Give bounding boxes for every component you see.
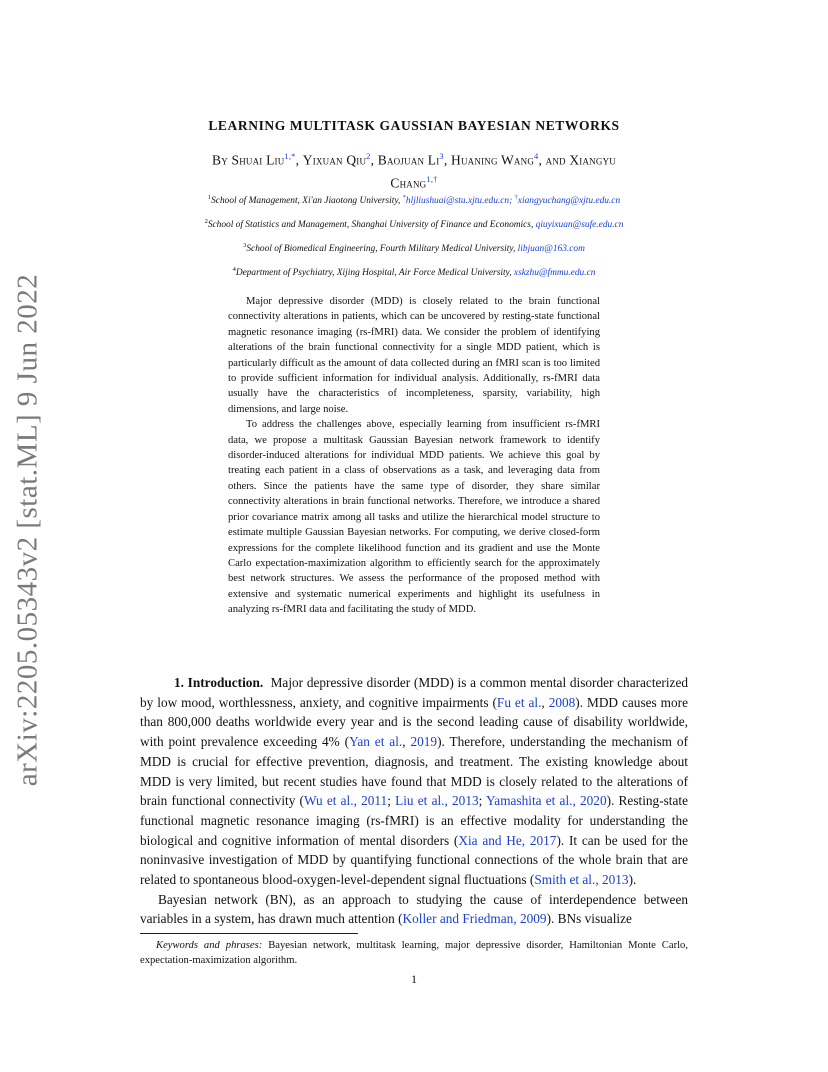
- arxiv-stamp: [4, 273, 52, 787]
- keywords-footnote: [140, 938, 688, 969]
- author-5-sup[interactable]: 1,†: [426, 173, 438, 184]
- section-heading: 1. Introduction.: [174, 675, 264, 690]
- email-link-4[interactable]: libjuan@163.com: [517, 244, 585, 255]
- citation-separator: ;: [478, 793, 487, 809]
- citation-link[interactable]: Fu et al.: [496, 694, 542, 710]
- abstract-paragraph-1: Major depressive disorder (MDD) is closely related to the brain functional connectivity alterations in patients, which can be uncovered by resting-state functional magnetic resonance imaging (rs-fMRI) data. We consider the problem of identifying alterations of the brain functional connectivity for a single MDD patient, which is particularly difficult as the amount of data collected during an fMRI scan is too limited to provide sufficient information for individual analysis. Additionally, rs-fMRI data usually have the characteristics of incompleteness, sparsity, variability, high dimensions, and large noise.: [228, 296, 600, 415]
- affiliation-2-num: 2: [204, 218, 208, 225]
- intro-text: ). BNs visualize: [546, 911, 632, 927]
- citation-link[interactable]: Wu et al., 2011: [303, 793, 388, 809]
- intro-text: ). MDD causes more than 800,000 deaths worldwide every year and is the second leading cause of disability worldwide, with point prevalence exceeding 4% (: [140, 694, 688, 750]
- affiliation-4: [140, 266, 688, 278]
- email-link-2[interactable]: xiangyuchang@xjtu.edu.cn: [517, 196, 621, 207]
- page-number: 1: [411, 972, 417, 986]
- affiliation-3: [140, 242, 688, 254]
- author-5-last: Chang: [390, 175, 427, 190]
- email-link-3[interactable]: qiuyixuan@sufe.edu.cn: [535, 220, 624, 231]
- author-3-sup[interactable]: 3: [439, 151, 444, 161]
- intro-text: ). Therefore, understanding the mechanism of MDD is crucial for effective prevention, diagnosis, and treatment. The existing knowledge about MDD is very limited, but recent studies have found that MDD is closely related to the alterations of brain functional connectivity (: [140, 734, 689, 809]
- abstract-paragraph-2: To address the challenges above, especially learning from insufficient rs-fMRI data, we propose a multitask Gaussian Bayesian network framework to identify disorder-induced alterations for individual MDD patients. We achieve this goal by treating each patient in a class of observations as a task, and leveraging data from others. Since the patients have the same type of disorder, they share similar connectivity alterations in brain functional networks. Therefore, we introduce a shared prior covariance matrix among all tasks and utilize the hierarchical model structure to estimate multiple Gaussian Bayesian networks. For computing, we derive closed-form expressions for the complete likelihood function and its gradient and use the Monte Carlo expectation-maximization algorithm to efficiently search for the approximately best network structures. We assess the performance of the proposed method with extensive and systematic numerical experiments and highlight its usefulness in analyzing rs-fMRI data and facilitating the study of MDD.: [228, 419, 600, 616]
- affiliation-1: [140, 194, 688, 206]
- introduction-section: [140, 673, 688, 929]
- citation-link[interactable]: Yan et al.: [349, 734, 403, 750]
- intro-text: Bayesian network (BN), as an approach to studying the cause of interdependence between variables in a system, has drawn much attention (: [140, 891, 688, 927]
- citation-link[interactable]: Yamashita et al., 2020: [486, 793, 607, 809]
- affiliation-4-num: 4: [232, 266, 236, 273]
- keywords-text: Bayesian network, multitask learning, major depressive disorder, Hamiltonian Monte Carlo, expectation-maximization algorithm.: [140, 940, 688, 967]
- author-3: Baojuan Li: [377, 152, 440, 168]
- arxiv-stamp-text: arXiv:2205.05343v2 [stat.ML] 9 Jun 2022: [11, 273, 44, 787]
- citation-separator: ;: [387, 793, 396, 809]
- footnote-rule: [140, 933, 358, 934]
- paper-title: LEARNING MULTITASK GAUSSIAN BAYESIAN NETWORKS: [208, 118, 620, 133]
- author-4-sup[interactable]: 4: [534, 151, 539, 161]
- affiliation-2: [140, 218, 688, 230]
- citation-link[interactable]: Smith et al., 2013: [534, 872, 629, 888]
- author-1-sup[interactable]: 1,*: [284, 151, 296, 161]
- citation-link[interactable]: Xia and He, 2017: [458, 832, 557, 848]
- affiliation-4-text: Department of Psychiatry, Xijing Hospital, Air Force Medical University,: [235, 268, 512, 279]
- intro-paragraph-1: [140, 673, 688, 890]
- and-word: and: [545, 152, 566, 168]
- author-1: Shuai Liu: [231, 152, 285, 168]
- affiliation-1-text: School of Management, Xi'an Jiaotong University,: [211, 196, 401, 207]
- affiliation-1-mark1: *: [402, 194, 406, 201]
- citation-link[interactable]: Liu et al., 2013: [395, 793, 479, 809]
- author-list: By Shuai Liu$^{1,*}$, Yixuan Qiu$^2$, Baojuan Li$^3$, Huaning Wang$^4$, and Xiangyu Chang$^{1,\dagger}$: [212, 151, 616, 190]
- citation-link[interactable]: Koller and Friedman, 2009: [402, 911, 547, 927]
- affiliation-3-num: 3: [243, 242, 247, 249]
- email-link-1[interactable]: hljliushuai@stu.xjtu.edu.cn;: [405, 196, 513, 207]
- affiliation-3-text: School of Biomedical Engineering, Fourth Military Medical University,: [246, 244, 516, 255]
- citation-separator: ,: [402, 734, 411, 750]
- keywords-label: Keywords and phrases:: [156, 940, 263, 951]
- author-5-first: Xiangyu: [569, 152, 616, 168]
- affiliation-1-mark2: †: [514, 194, 518, 201]
- intro-text: ). Resting-state functional magnetic resonance imaging (rs-fMRI) is an effective modality for understanding the biological and cognitive information of mental disorders (: [140, 793, 688, 848]
- citation-link[interactable]: 2008: [548, 694, 576, 710]
- intro-paragraph-2: [140, 890, 688, 929]
- abstract: [228, 294, 600, 618]
- affiliation-2-text: School of Statistics and Management, Shanghai University of Finance and Economics,: [207, 220, 534, 231]
- author-4: Huaning Wang: [451, 152, 535, 168]
- intro-text: ).: [628, 872, 637, 888]
- intro-text: ). It can be used for the noninvasive investigation of MDD by quantifying functional connections of the whole brain that are related to spontaneous blood-oxygen-level-dependent signal fluctuations (: [140, 832, 688, 888]
- by-word: By: [212, 152, 228, 168]
- email-link-5[interactable]: xskzhu@fmmu.edu.cn: [513, 268, 596, 279]
- author-2: Yixuan Qiu: [302, 152, 367, 168]
- affiliation-1-num: 1: [207, 194, 212, 201]
- intro-text: Major depressive disorder (MDD) is a common mental disorder characterized by low mood, worthlessness, anxiety, and cognitive impairments (: [140, 675, 688, 710]
- author-2-sup[interactable]: 2: [366, 151, 371, 161]
- citation-separator: ,: [541, 694, 549, 710]
- citation-link[interactable]: 2019: [410, 734, 438, 750]
